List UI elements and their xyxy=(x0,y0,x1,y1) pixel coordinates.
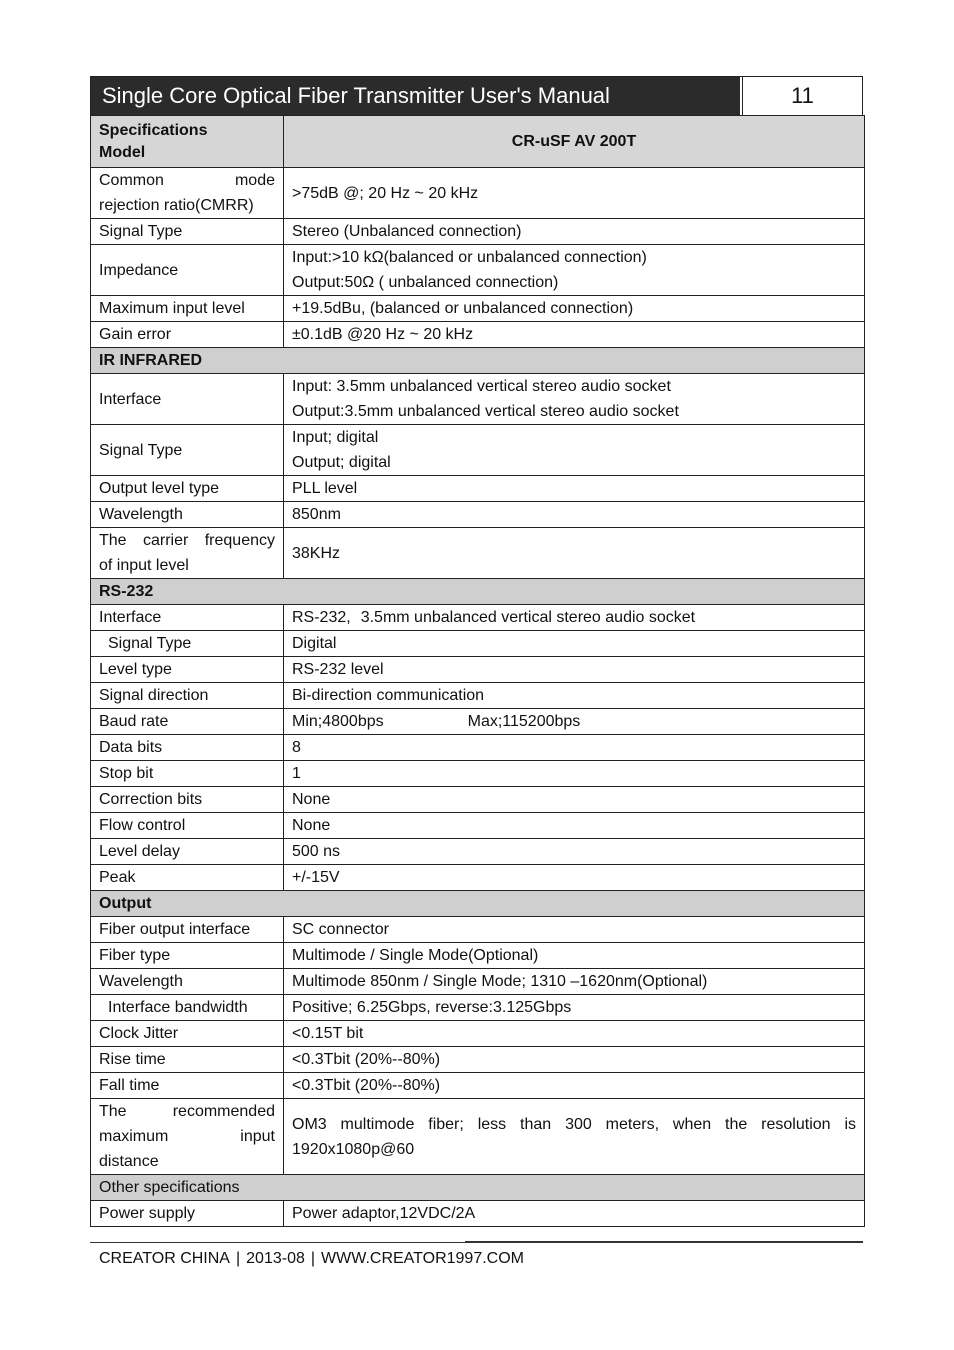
spec-label: Baud rate xyxy=(91,709,284,735)
spec-value: <0.3Tbit (20%--80%) xyxy=(284,1073,865,1099)
table-row xyxy=(91,168,865,219)
spec-label: Peak xyxy=(91,865,284,891)
spec-label: Power supply xyxy=(91,1201,284,1227)
model-name: CR-uSF AV 200T xyxy=(284,116,865,168)
spec-value: >75dB @; 20 Hz ~ 20 kHz xyxy=(284,168,865,219)
spec-value: Digital xyxy=(284,631,865,657)
spec-label: The carrier frequency of input level xyxy=(91,528,284,579)
spec-label: Signal Type xyxy=(91,631,284,657)
page-number: 11 xyxy=(742,77,862,115)
spec-label: Rise time xyxy=(91,1047,284,1073)
spec-label: Level type xyxy=(91,657,284,683)
footer-date: 2013-08 xyxy=(246,1250,305,1267)
spec-value: Stereo (Unbalanced connection) xyxy=(284,219,865,245)
spec-label: Signal direction xyxy=(91,683,284,709)
table-row xyxy=(91,839,865,865)
spec-label: Level delay xyxy=(91,839,284,865)
spec-label: Maximum input level xyxy=(91,296,284,322)
spec-value: Input: 3.5mm unbalanced vertical stereo audio socket Output:3.5mm unbalanced vertical stereo audio socket xyxy=(284,374,865,425)
spec-value: <0.15T bit xyxy=(284,1021,865,1047)
table-row xyxy=(91,995,865,1021)
spec-value: OM3 multimode fiber; less than 300 meters, when the resolution is 1920x1080p@60 xyxy=(284,1099,865,1175)
spec-value: Input; digital Output; digital xyxy=(284,425,865,476)
spec-value: Positive; 6.25Gbps, reverse:3.125Gbps xyxy=(284,995,865,1021)
spec-value: RS-232 level xyxy=(284,657,865,683)
table-row xyxy=(91,425,865,476)
spec-value: RS-232, 3.5mm unbalanced vertical stereo audio socket xyxy=(284,605,865,631)
table-row xyxy=(91,1073,865,1099)
spec-value: ±0.1dB @20 Hz ~ 20 kHz xyxy=(284,322,865,348)
spec-value: 500 ns xyxy=(284,839,865,865)
spec-value: 38KHz xyxy=(284,528,865,579)
spec-value: Multimode / Single Mode(Optional) xyxy=(284,943,865,969)
section-header-ir xyxy=(91,348,865,374)
spec-label: Fall time xyxy=(91,1073,284,1099)
spec-value: None xyxy=(284,813,865,839)
table-row xyxy=(91,502,865,528)
spec-label: Interface xyxy=(91,374,284,425)
spec-value: 850nm xyxy=(284,502,865,528)
page-footer xyxy=(99,1250,524,1268)
table-row xyxy=(91,1099,865,1175)
spec-label: Impedance xyxy=(91,245,284,296)
table-row xyxy=(91,1047,865,1073)
spec-label: Data bits xyxy=(91,735,284,761)
spec-label: Signal Type xyxy=(91,425,284,476)
spec-value: Min;4800bps Max;115200bps xyxy=(284,709,865,735)
table-row xyxy=(91,528,865,579)
spec-label: Signal Type xyxy=(91,219,284,245)
spec-value: None xyxy=(284,787,865,813)
table-header-row xyxy=(91,116,865,168)
spec-value: PLL level xyxy=(284,476,865,502)
footer-divider xyxy=(90,1242,863,1243)
spec-label: Gain error xyxy=(91,322,284,348)
spec-value: Input:>10 kΩ(balanced or unbalanced connection) Output:50Ω ( unbalanced connection) xyxy=(284,245,865,296)
section-header-rs232 xyxy=(91,579,865,605)
table-row xyxy=(91,1021,865,1047)
table-row xyxy=(91,787,865,813)
section-title: IR INFRARED xyxy=(91,348,865,374)
table-row xyxy=(91,813,865,839)
table-row xyxy=(91,709,865,735)
table-row xyxy=(91,1201,865,1227)
spec-value: <0.3Tbit (20%--80%) xyxy=(284,1047,865,1073)
specifications-table xyxy=(90,115,865,1227)
section-header-output xyxy=(91,891,865,917)
document-title: Single Core Optical Fiber Transmitter User's Manual xyxy=(91,77,742,115)
spec-value: Multimode 850nm / Single Mode; 1310 –1620nm(Optional) xyxy=(284,969,865,995)
footer-company: CREATOR CHINA xyxy=(99,1250,230,1267)
spec-label: Fiber type xyxy=(91,943,284,969)
footer-separator: | xyxy=(235,1250,241,1267)
spec-value: Power adaptor,12VDC/2A xyxy=(284,1201,865,1227)
table-row xyxy=(91,245,865,296)
section-title: RS-232 xyxy=(91,579,865,605)
table-row xyxy=(91,943,865,969)
spec-label: Common mode rejection ratio(CMRR) xyxy=(91,168,284,219)
spec-value: Bi-direction communication xyxy=(284,683,865,709)
section-title: Output xyxy=(91,891,865,917)
spec-label: Wavelength xyxy=(91,502,284,528)
spec-label: Output level type xyxy=(91,476,284,502)
table-row xyxy=(91,761,865,787)
table-row xyxy=(91,683,865,709)
spec-label: Interface bandwidth xyxy=(91,995,284,1021)
table-row xyxy=(91,631,865,657)
table-row xyxy=(91,605,865,631)
spec-model-label: Specifications Model xyxy=(91,116,284,168)
spec-label: Interface xyxy=(91,605,284,631)
footer-website: WWW.CREATOR1997.COM xyxy=(321,1250,524,1267)
spec-value: +/-15V xyxy=(284,865,865,891)
spec-value: 1 xyxy=(284,761,865,787)
spec-value: 8 xyxy=(284,735,865,761)
spec-label: Wavelength xyxy=(91,969,284,995)
table-row xyxy=(91,322,865,348)
section-title: Other specifications xyxy=(91,1175,865,1201)
footer-separator: | xyxy=(310,1250,316,1267)
page-header xyxy=(90,76,863,116)
spec-label: The recommended maximum input distance xyxy=(91,1099,284,1175)
spec-value: +19.5dBu, (balanced or unbalanced connection) xyxy=(284,296,865,322)
section-header-other xyxy=(91,1175,865,1201)
spec-label: Stop bit xyxy=(91,761,284,787)
table-row xyxy=(91,917,865,943)
spec-label: Fiber output interface xyxy=(91,917,284,943)
spec-label: Flow control xyxy=(91,813,284,839)
table-row xyxy=(91,296,865,322)
spec-label: Clock Jitter xyxy=(91,1021,284,1047)
spec-value: SC connector xyxy=(284,917,865,943)
table-row xyxy=(91,476,865,502)
table-row xyxy=(91,657,865,683)
table-row xyxy=(91,969,865,995)
table-row xyxy=(91,374,865,425)
spec-label: Correction bits xyxy=(91,787,284,813)
table-row xyxy=(91,219,865,245)
table-row xyxy=(91,865,865,891)
table-row xyxy=(91,735,865,761)
